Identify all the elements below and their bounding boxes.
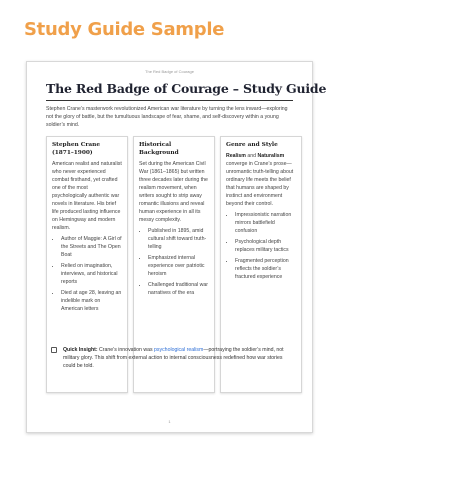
column-body: Set during the American Civil War (1861–1865) but written three decades later during the realism movement, when writers sought to strip away romantic illusions and reveal human experience in all its messy complexity. (139, 161, 208, 223)
list-item: • Emphasized internal experience over patriotic heroism (148, 254, 209, 278)
bullet-list (52, 235, 122, 313)
body-text: converge in Crane’s prose—unromantic truth-telling about ordinary life meets the belief that humans are shaped by instinct and environment beyond their control. (226, 161, 294, 207)
running-head: The Red Badge of Courage (145, 69, 194, 74)
list-item: • Impressionistic narration mirrors battlefield confusion (235, 211, 296, 235)
insight-text-after: —portraying the soldier’s mind, not military glory. This shift from external action to internal consciousness redefined how war stories could be told. (63, 347, 284, 369)
list-item: • Died at age 28, leaving an indelible mark on American letters (61, 289, 122, 313)
column-heading: Stephen Crane (1871–1900) (52, 142, 101, 156)
title-rule (46, 100, 293, 101)
insight-label: Quick Insight: (63, 347, 98, 353)
list-item: • Challenged traditional war narratives of the era (148, 281, 209, 297)
column-heading: Historical Background (139, 142, 179, 156)
psychological-realism-link[interactable]: psychological realism (154, 347, 204, 353)
document-title: The Red Badge of Courage – Study Guide (46, 81, 327, 96)
insight-text-before: Crane’s innovation was (97, 347, 155, 353)
column-body (226, 152, 296, 208)
list-item: • Author of Maggie: A Girl of the Streets and The Open Boat (61, 235, 122, 259)
page-number: 1 (168, 419, 171, 424)
intro-paragraph: Stephen Crane’s masterwork revolutionized American war literature by turning the lens inward—exploring not the glory of battle, but the tumultuous landscape of fear, shame, and self-discovery within a young soldier’s mind. (46, 106, 288, 128)
term-realism: Realism (226, 153, 246, 159)
bullet-list (226, 211, 296, 281)
bullet-list (139, 227, 209, 297)
list-item: • Psychological depth replaces military tactics (235, 238, 296, 254)
document-page (26, 61, 327, 433)
column-body: American realist and naturalist who never experienced combat firsthand, yet crafted one of the most psychologically authentic war novels in literature. His brief life produced lasting influence on Hemingway and modern realism. (52, 161, 122, 231)
list-item: • Relied on imagination, interviews, and historical reports (61, 262, 122, 286)
page-header: Study Guide Sample (24, 19, 225, 40)
list-item: • Fragmented perception reflects the soldier’s fractured experience (235, 257, 296, 281)
body-text: and (245, 153, 258, 159)
list-item: • Published in 1895, amid cultural shift toward truth-telling (148, 227, 209, 251)
insight-text (63, 346, 295, 370)
checkbox-icon[interactable] (51, 347, 57, 353)
column-heading: Genre and Style (226, 142, 278, 148)
term-naturalism: Naturalism (257, 153, 285, 159)
